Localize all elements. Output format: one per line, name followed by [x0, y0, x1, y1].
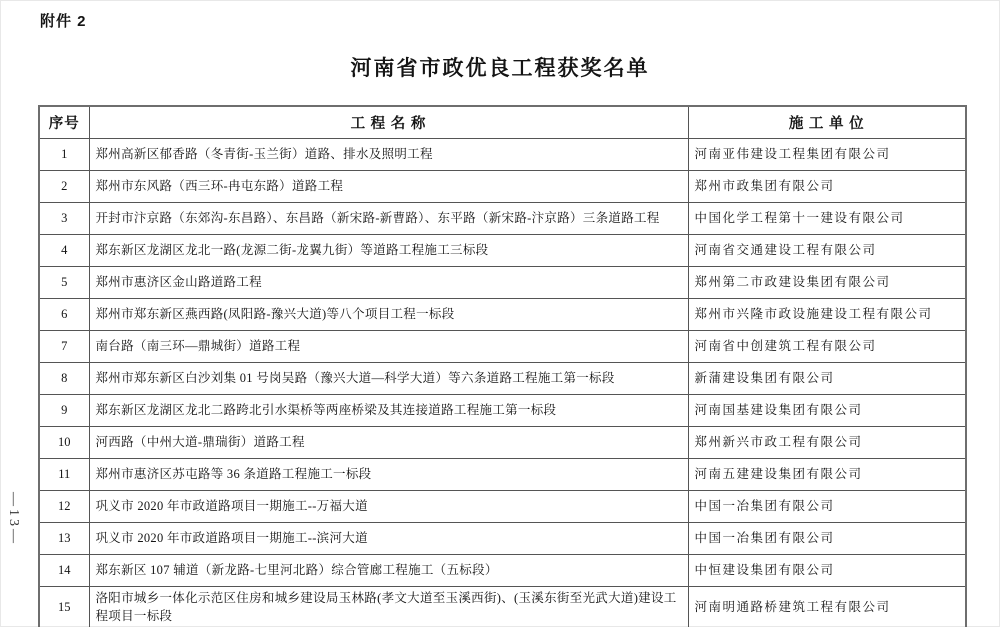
row-index-cell: 7	[39, 331, 89, 363]
project-name-cell: 郑州市惠济区金山路道路工程	[89, 267, 688, 299]
row-index-cell: 12	[39, 491, 89, 523]
table-row	[39, 555, 966, 587]
table-row	[39, 523, 966, 555]
table-row	[39, 267, 966, 299]
table-row	[39, 395, 966, 427]
project-name-cell: 郑州市郑东新区白沙刘集 01 号岗吴路（豫兴大道—科学大道）等六条道路工程施工第一标段	[89, 363, 688, 395]
project-name-cell: 开封市汴京路（东郊沟-东昌路）、东昌路（新宋路-新曹路）、东平路（新宋路-汴京路）三条道路工程	[89, 203, 688, 235]
table-row	[39, 203, 966, 235]
row-index-cell: 2	[39, 171, 89, 203]
row-index-cell: 5	[39, 267, 89, 299]
project-name-cell: 郑州市东风路（西三环-冉屯东路）道路工程	[89, 171, 688, 203]
construction-unit-cell: 中国一冶集团有限公司	[688, 523, 966, 555]
project-name-cell: 河西路（中州大道-鼎瑞街）道路工程	[89, 427, 688, 459]
row-index-cell: 4	[39, 235, 89, 267]
construction-unit-cell: 河南亚伟建设工程集团有限公司	[688, 139, 966, 171]
row-index-cell: 10	[39, 427, 89, 459]
row-index-cell: 14	[39, 555, 89, 587]
col-header-index: 序号	[39, 106, 89, 139]
construction-unit-cell: 中国化学工程第十一建设有限公司	[688, 203, 966, 235]
construction-unit-cell: 郑州市政集团有限公司	[688, 171, 966, 203]
project-name-cell: 洛阳市城乡一体化示范区住房和城乡建设局玉林路(孝文大道至玉溪西街)、(玉溪东街至光武大道)建设工程项目一标段	[89, 587, 688, 627]
construction-unit-cell: 河南明通路桥建筑工程有限公司	[688, 587, 966, 627]
construction-unit-cell: 河南省交通建设工程有限公司	[688, 235, 966, 267]
project-name-cell: 郑东新区龙湖区龙北一路(龙源二街-龙翼九街）等道路工程施工三标段	[89, 235, 688, 267]
project-name-cell: 南台路（南三环—鼎城街）道路工程	[89, 331, 688, 363]
table-row	[39, 363, 966, 395]
construction-unit-cell: 中国一冶集团有限公司	[688, 491, 966, 523]
row-index-cell: 11	[39, 459, 89, 491]
table-row	[39, 299, 966, 331]
construction-unit-cell: 河南国基建设集团有限公司	[688, 395, 966, 427]
table-row	[39, 427, 966, 459]
construction-unit-cell: 郑州新兴市政工程有限公司	[688, 427, 966, 459]
project-name-cell: 郑州市郑东新区燕西路(凤阳路-豫兴大道)等八个项目工程一标段	[89, 299, 688, 331]
construction-unit-cell: 郑州市兴隆市政设施建设工程有限公司	[688, 299, 966, 331]
construction-unit-cell: 河南省中创建筑工程有限公司	[688, 331, 966, 363]
project-name-cell: 郑东新区 107 辅道（新龙路-七里河北路）综合管廊工程施工（五标段）	[89, 555, 688, 587]
project-name-cell: 郑州高新区郁香路（冬青街-玉兰街）道路、排水及照明工程	[89, 139, 688, 171]
construction-unit-cell: 河南五建建设集团有限公司	[688, 459, 966, 491]
row-index-cell: 6	[39, 299, 89, 331]
table-row	[39, 139, 966, 171]
table-row	[39, 171, 966, 203]
row-index-cell: 9	[39, 395, 89, 427]
project-name-cell: 郑东新区龙湖区龙北二路跨北引水渠桥等两座桥梁及其连接道路工程施工第一标段	[89, 395, 688, 427]
project-name-cell: 巩义市 2020 年市政道路项目一期施工--滨河大道	[89, 523, 688, 555]
table-row	[39, 587, 966, 627]
table-row	[39, 331, 966, 363]
col-header-project-name: 工 程 名 称	[89, 106, 688, 139]
construction-unit-cell: 新蒲建设集团有限公司	[688, 363, 966, 395]
table-body	[39, 139, 966, 627]
awards-table	[38, 105, 967, 627]
table-row	[39, 491, 966, 523]
row-index-cell: 13	[39, 523, 89, 555]
table-row	[39, 459, 966, 491]
project-name-cell: 巩义市 2020 年市政道路项目一期施工--万福大道	[89, 491, 688, 523]
attachment-label: 附件 2	[40, 13, 87, 30]
construction-unit-cell: 中恒建设集团有限公司	[688, 555, 966, 587]
row-index-cell: 8	[39, 363, 89, 395]
row-index-cell: 15	[39, 587, 89, 627]
project-name-cell: 郑州市惠济区苏屯路等 36 条道路工程施工一标段	[89, 459, 688, 491]
page-number: —13—	[6, 492, 21, 546]
table-row	[39, 235, 966, 267]
construction-unit-cell: 郑州第二市政建设集团有限公司	[688, 267, 966, 299]
page-title: 河南省市政优良工程获奖名单	[350, 57, 650, 80]
table-header-row	[39, 106, 966, 139]
col-header-construction-unit: 施 工 单 位	[688, 106, 966, 139]
row-index-cell: 3	[39, 203, 89, 235]
row-index-cell: 1	[39, 139, 89, 171]
